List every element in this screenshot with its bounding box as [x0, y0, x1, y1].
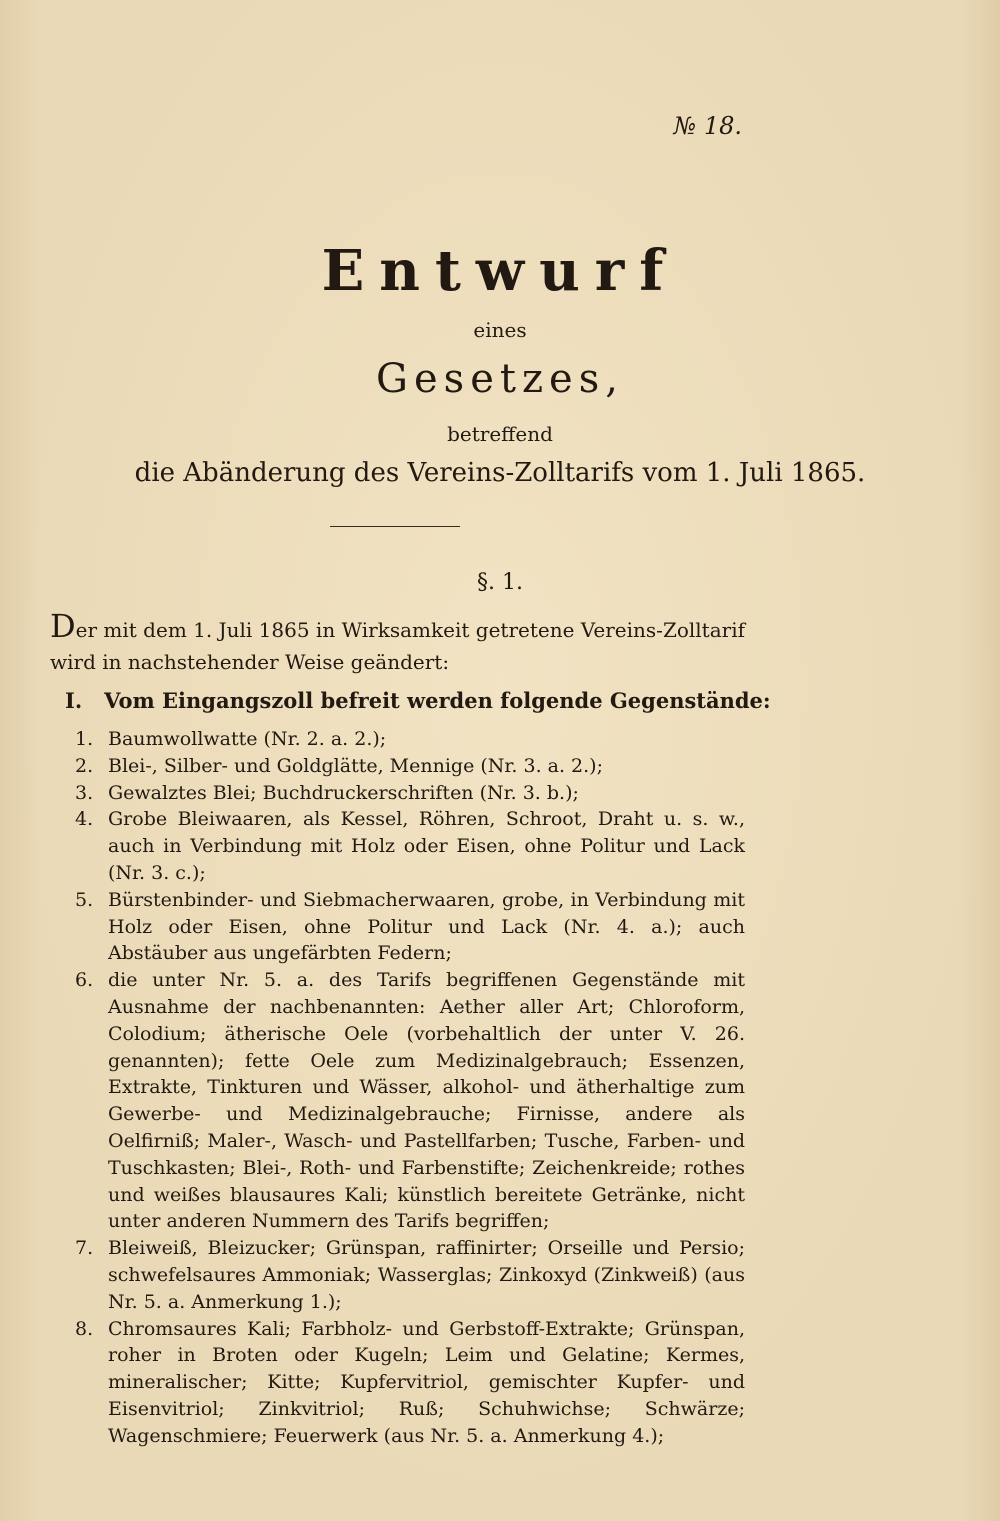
item-number: 2. [75, 754, 94, 777]
item-text: die unter Nr. 5. a. des Tarifs begriffenen Gegenstände mit Ausnahme der nachbenannten: Aether aller Art; Chloroform, Colodium; ätherische Oele (vorbehaltlich der unter V. 26. genannten); fette Oele zum Medizinalgebrauch; Essenzen, Extrakte, Tinkturen und Wässer, alkohol- und ätherhaltige zum Gewerbe- und Medizinalgebrauche; Firnisse, andere als Oelfirniß; Maler-, Wasch- und Pastellfarben; Tusche, Farben- und Tuschkasten; Blei-, Roth- und Farbenstifte; Zeichenkreide; rothes und weißes blausaures Kali; künstlich bereitete Getränke, nicht unter anderen Nummern des Tarifs begriffen; [108, 969, 745, 1233]
item-number: 8. [75, 1317, 94, 1340]
document-title: Entwurf [321, 238, 679, 304]
item-text: Blei-, Silber- und Goldglätte, Mennige (Nr. 3. a. 2.); [108, 754, 603, 777]
document-subject: die Abänderung des Vereins-Zolltarifs vom 1. Juli 1865. [134, 458, 866, 488]
intro-paragraph [50, 607, 745, 678]
item-number: 7. [75, 1237, 94, 1260]
list-item [75, 1316, 745, 1450]
list-item [75, 753, 745, 780]
title-betreffend: betreffend [447, 422, 553, 446]
item-number: 4. [75, 808, 94, 831]
intro-text: er mit dem 1. Juli 1865 in Wirksamkeit getretene Vereins-Zolltarif wird in nachstehender Weise geändert: [50, 618, 745, 674]
item-text: Gewalztes Blei; Buchdruckerschriften (Nr. 3. b.); [108, 781, 579, 804]
list-item [75, 806, 745, 886]
list-item [75, 1235, 745, 1315]
item-text: Grobe Bleiwaaren, als Kessel, Röhren, Schroot, Draht u. s. w., auch in Verbindung mit Holz oder Eisen, ohne Politur und Lack (Nr. 3. c.); [108, 808, 745, 884]
item-number: 3. [75, 781, 94, 804]
title-gesetzes: Gesetzes, [376, 356, 624, 402]
intro-dropcap: D [50, 607, 76, 645]
list-item [75, 780, 745, 807]
item-text: Bürstenbinder- und Siebmacherwaaren, grobe, in Verbindung mit Holz oder Eisen, ohne Politur und Lack (Nr. 4. a.); auch Abstäuber aus ungefärbten Federn; [108, 888, 745, 965]
page-number: № 18. [673, 112, 742, 140]
item-text: Chromsaures Kali; Farbholz- und Gerbstoff-Extrakte; Grünspan, roher in Broten oder Kugeln; Leim und Gelatine; Kermes, mineralischer; Kitte; Kupfervitriol, gemischter Kupfer- und Eisenvitriol; Zinkvitriol; Ruß; Schuhwichse; Schwärze; Wagenschmiere; Feuerwerk (aus Nr. 5. a. Anmerkung 4.); [108, 1317, 745, 1447]
part-heading [65, 688, 771, 713]
divider-rule [330, 526, 460, 527]
list-item [75, 887, 745, 967]
list-item [75, 967, 745, 1235]
item-list [75, 726, 745, 1450]
item-number: 6. [75, 969, 94, 992]
part-heading-text: Vom Eingangszoll befreit werden folgende Gegenstände: [104, 688, 771, 713]
item-number: 5. [75, 888, 94, 911]
item-number: 1. [75, 728, 94, 750]
item-text: Baumwollwatte (Nr. 2. a. 2.); [108, 728, 387, 750]
part-heading-number: I. [65, 688, 83, 713]
title-eines: eines [473, 318, 527, 342]
list-item [75, 726, 745, 753]
section-heading: §. 1. [477, 570, 523, 595]
item-text: Bleiweiß, Bleizucker; Grünspan, raffinirter; Orseille und Persio; schwefelsaures Ammoniak; Wasserglas; Zinkoxyd (Zinkweiß) (aus Nr. 5. a. Anmerkung 1.); [108, 1237, 745, 1313]
